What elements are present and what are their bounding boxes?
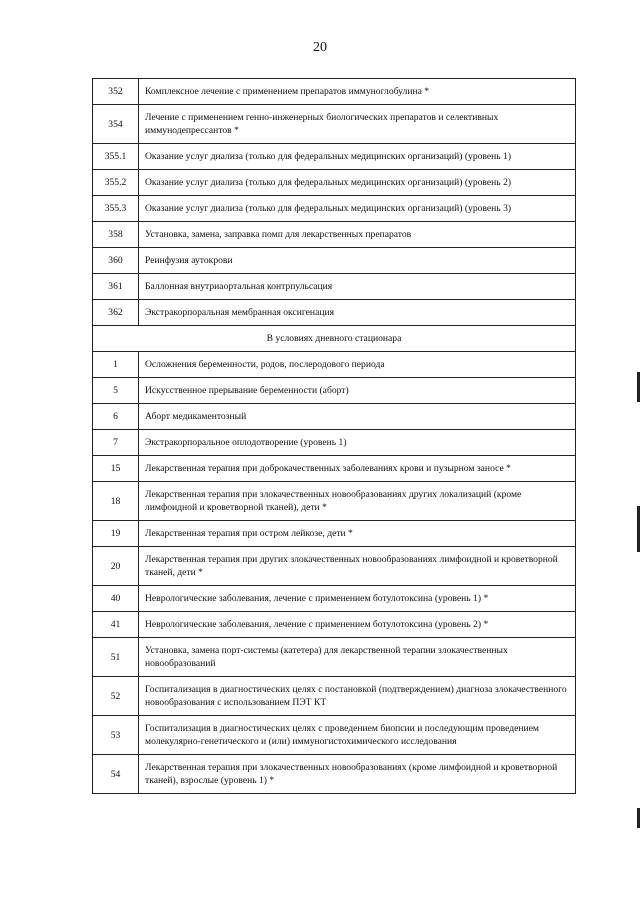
row-code: 355.1 — [93, 144, 139, 170]
table-row — [93, 105, 576, 144]
row-name: Установка, замена, заправка помп для лекарственных препаратов — [139, 222, 576, 248]
row-name: Оказание услуг диализа (только для федеральных медицинских организаций) (уровень 1) — [139, 144, 576, 170]
table-row — [93, 677, 576, 716]
table-row — [93, 430, 576, 456]
row-code: 15 — [93, 456, 139, 482]
row-name: Установка, замена порт-системы (катетера) для лекарственной терапии злокачественных новообразований — [139, 638, 576, 677]
table-row — [93, 300, 576, 326]
table-row — [93, 482, 576, 521]
table-row — [93, 79, 576, 105]
row-code: 19 — [93, 521, 139, 547]
row-code: 20 — [93, 547, 139, 586]
row-name: Лекарственная терапия при других злокачественных новообразованиях лимфоидной и кроветворной тканей, дети * — [139, 547, 576, 586]
row-name: Неврологические заболевания, лечение с применением ботулотоксина (уровень 1) * — [139, 586, 576, 612]
row-code: 354 — [93, 105, 139, 144]
row-name: Экстракорпоральное оплодотворение (уровень 1) — [139, 430, 576, 456]
table-row — [93, 352, 576, 378]
table-row — [93, 612, 576, 638]
row-name: Лекарственная терапия при доброкачественных заболеваниях крови и пузырном заносе * — [139, 456, 576, 482]
row-code: 40 — [93, 586, 139, 612]
row-name: Лечение с применением генно-инженерных биологических препаратов и селективных иммунодепрессантов * — [139, 105, 576, 144]
table-row — [93, 456, 576, 482]
row-name: Неврологические заболевания, лечение с применением ботулотоксина (уровень 2) * — [139, 612, 576, 638]
row-code: 53 — [93, 716, 139, 755]
table-row — [93, 638, 576, 677]
row-code: 5 — [93, 378, 139, 404]
table-row — [93, 274, 576, 300]
row-code: 51 — [93, 638, 139, 677]
row-name: Аборт медикаментозный — [139, 404, 576, 430]
table-row — [93, 404, 576, 430]
row-name: Лекарственная терапия при остром лейкозе, дети * — [139, 521, 576, 547]
row-name: Госпитализация в диагностических целях с проведением биопсии и последующим проведением молекулярно-генетического и (или) иммуногистохимического исследования — [139, 716, 576, 755]
table-row — [93, 547, 576, 586]
row-code: 361 — [93, 274, 139, 300]
row-name: Реинфузия аутокрови — [139, 248, 576, 274]
row-name: Оказание услуг диализа (только для федеральных медицинских организаций) (уровень 3) — [139, 196, 576, 222]
row-code: 54 — [93, 755, 139, 794]
row-code: 355.3 — [93, 196, 139, 222]
row-name: Лекарственная терапия при злокачественных новообразованиях других локализаций (кроме лимфоидной и кроветворной тканей), дети * — [139, 482, 576, 521]
services-table — [92, 78, 576, 794]
row-name: Лекарственная терапия при злокачественных новообразованиях (кроме лимфоидной и кроветворной тканей), взрослые (уровень 1) * — [139, 755, 576, 794]
row-code: 18 — [93, 482, 139, 521]
row-code: 358 — [93, 222, 139, 248]
row-code: 6 — [93, 404, 139, 430]
row-name: Оказание услуг диализа (только для федеральных медицинских организаций) (уровень 2) — [139, 170, 576, 196]
row-code: 1 — [93, 352, 139, 378]
section-header-row — [93, 326, 576, 352]
table-row — [93, 755, 576, 794]
table-row — [93, 196, 576, 222]
row-code: 360 — [93, 248, 139, 274]
table-row — [93, 170, 576, 196]
section-title: В условиях дневного стационара — [93, 326, 576, 352]
row-code: 362 — [93, 300, 139, 326]
table-row — [93, 716, 576, 755]
row-name: Баллонная внутриаортальная контрпульсация — [139, 274, 576, 300]
table-row — [93, 521, 576, 547]
table-row — [93, 248, 576, 274]
row-code: 7 — [93, 430, 139, 456]
table-row — [93, 378, 576, 404]
page-number: 20 — [313, 40, 327, 55]
row-code: 355.2 — [93, 170, 139, 196]
table-row — [93, 222, 576, 248]
row-name: Искусственное прерывание беременности (аборт) — [139, 378, 576, 404]
table-row — [93, 586, 576, 612]
row-name: Осложнения беременности, родов, послеродового периода — [139, 352, 576, 378]
row-name: Госпитализация в диагностических целях с постановкой (подтверждением) диагноза злокачественного новообразования с использованием ПЭТ КТ — [139, 677, 576, 716]
table-row — [93, 144, 576, 170]
row-name: Комплексное лечение с применением препаратов иммуноглобулина * — [139, 79, 576, 105]
row-code: 52 — [93, 677, 139, 716]
row-name: Экстракорпоральная мембранная оксигенация — [139, 300, 576, 326]
row-code: 352 — [93, 79, 139, 105]
row-code: 41 — [93, 612, 139, 638]
